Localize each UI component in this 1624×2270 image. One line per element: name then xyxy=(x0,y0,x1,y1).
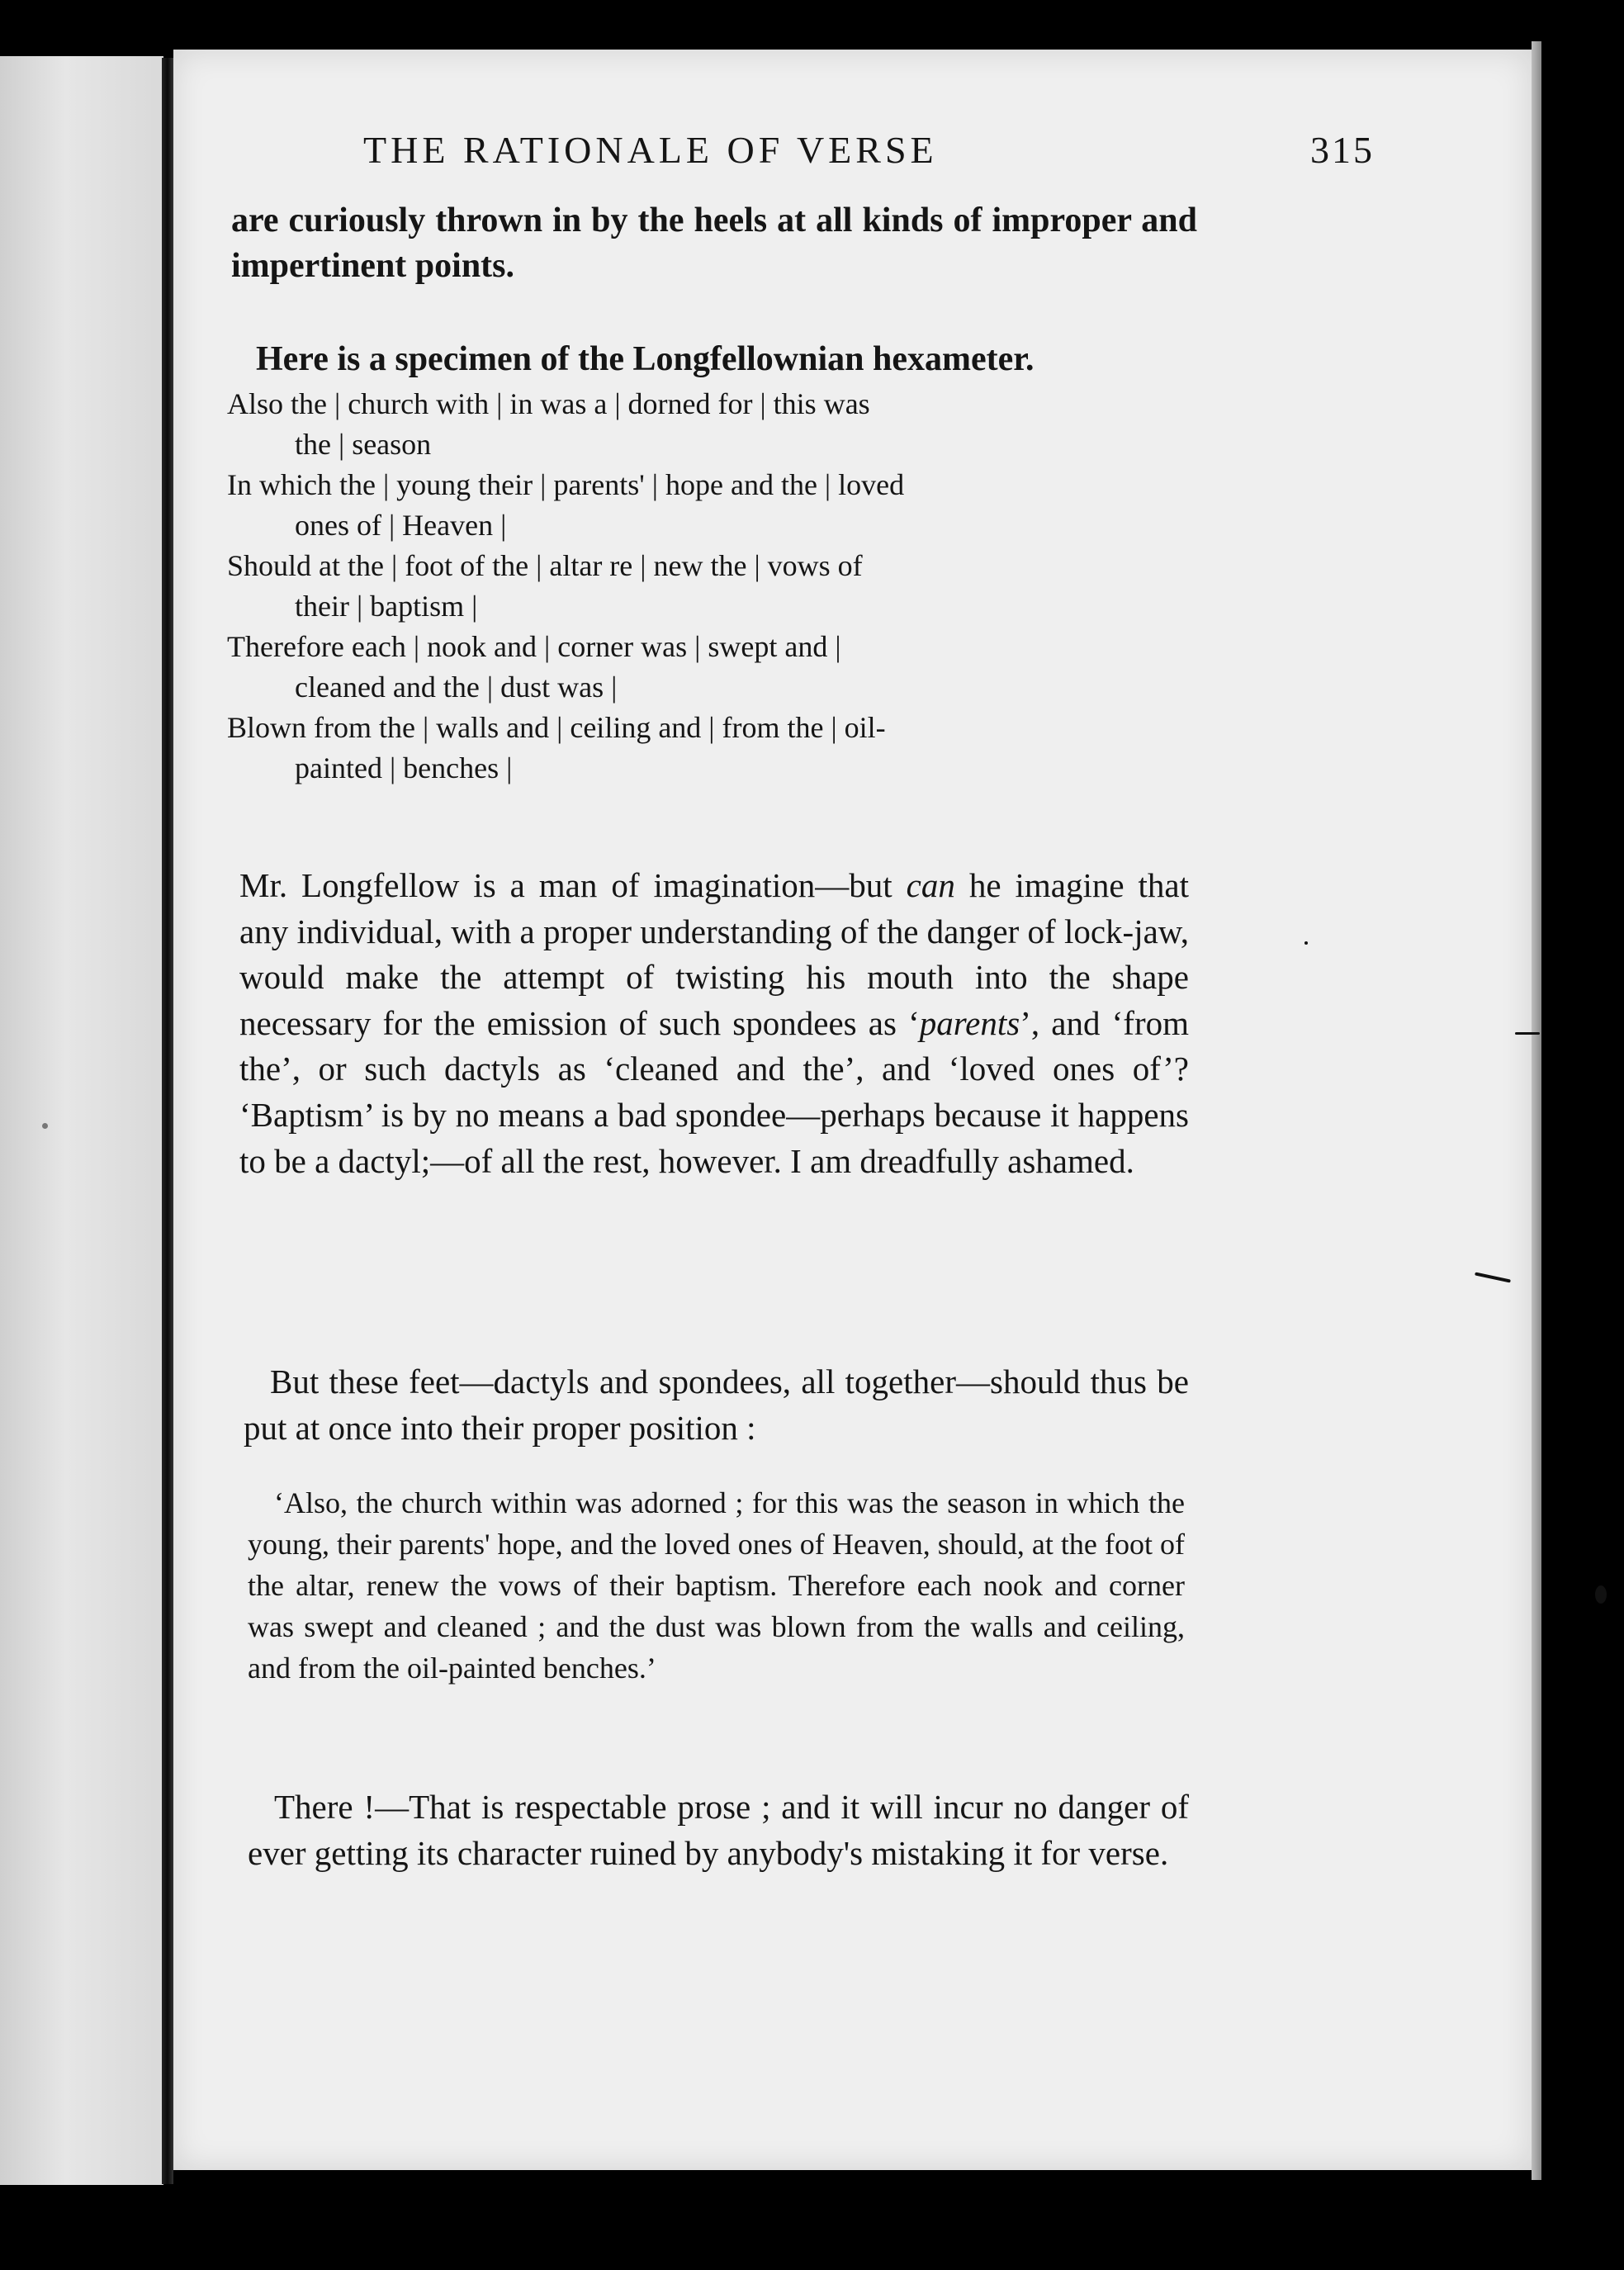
verse-line: Therefore each | nook and | corner was | swept and | xyxy=(227,630,841,663)
verse-continuation: the | season xyxy=(295,428,432,461)
scan-speck xyxy=(42,1123,48,1129)
closing-paragraph: There !—That is respectable prose ; and it will incur no danger of ever getting its character ruined by anybody's mistaking it for verse. xyxy=(248,1788,1189,1872)
emphasis-parents: parents xyxy=(919,1003,1020,1042)
page-edge-shadow xyxy=(1532,41,1541,2180)
prose-quotation: ‘Also, the church within was adorned ; for this was the season in which the young, their parents' hope, and the loved ones of Heaven, should, at the foot of the altar, renew the vows of their baptism. Therefore each nook and corner was swept and cleaned ; and the dust was blown from the walls and ceiling, and from the oil-painted benches.’ xyxy=(248,1486,1185,1685)
verse-continuation: cleaned and the | dust was | xyxy=(295,671,618,704)
verse-continuation: their | baptism | xyxy=(295,590,478,623)
running-head xyxy=(363,128,1375,172)
page-number: 315 xyxy=(1310,129,1375,171)
paragraph-text: he imagine that any individual, with a proper understanding of the danger of lock-jaw, would make the attempt of twisting his mouth into the shape necessary for the emission of such spondees as ‘ xyxy=(239,866,1189,1042)
book-gutter xyxy=(162,58,173,2184)
verse-line: Should at the | foot of the | altar re | new the | vows of xyxy=(227,549,863,582)
verse-continuation: ones of | Heaven | xyxy=(295,509,507,542)
running-title: THE RATIONALE OF VERSE xyxy=(363,129,938,171)
emphasis-can: can xyxy=(906,866,955,904)
verse-continuation: painted | benches | xyxy=(295,751,513,784)
feet-paragraph: But these feet—dactyls and spondees, all together—should thus be put at once into their proper position : xyxy=(244,1362,1189,1447)
verse-line: Also the | church with | in was a | dorned for | this was xyxy=(227,387,870,420)
facing-page-edge xyxy=(0,56,163,2185)
paragraph-text: Mr. Longfellow is a man of imagination—but xyxy=(239,866,907,904)
hexameter-specimen xyxy=(227,384,1201,789)
paragraph-text: ’, and ‘from the’, or such dactyls as ‘cleaned and the’, and ‘loved ones of’? ‘Baptism’ is by no means a bad spondee—perhaps because it happens to be a dactyl;—of all the rest, however. I am dreadfully ashamed. xyxy=(239,1003,1190,1180)
scan-speck xyxy=(1304,941,1308,945)
longfellow-paragraph xyxy=(239,863,1189,1184)
verse-line: In which the | young their | parents' | hope and the | loved xyxy=(227,468,905,501)
opening-paragraph: are curiously thrown in by the heels at all kinds of improper and impertinent points. xyxy=(231,201,1197,285)
scan-speck xyxy=(1515,1032,1540,1035)
hexameter-intro: Here is a specimen of the Longfellownian hexameter. xyxy=(256,340,1035,378)
verse-line: Blown from the | walls and | ceiling and | from the | oil- xyxy=(227,711,886,744)
scan-speck xyxy=(1595,1585,1607,1604)
